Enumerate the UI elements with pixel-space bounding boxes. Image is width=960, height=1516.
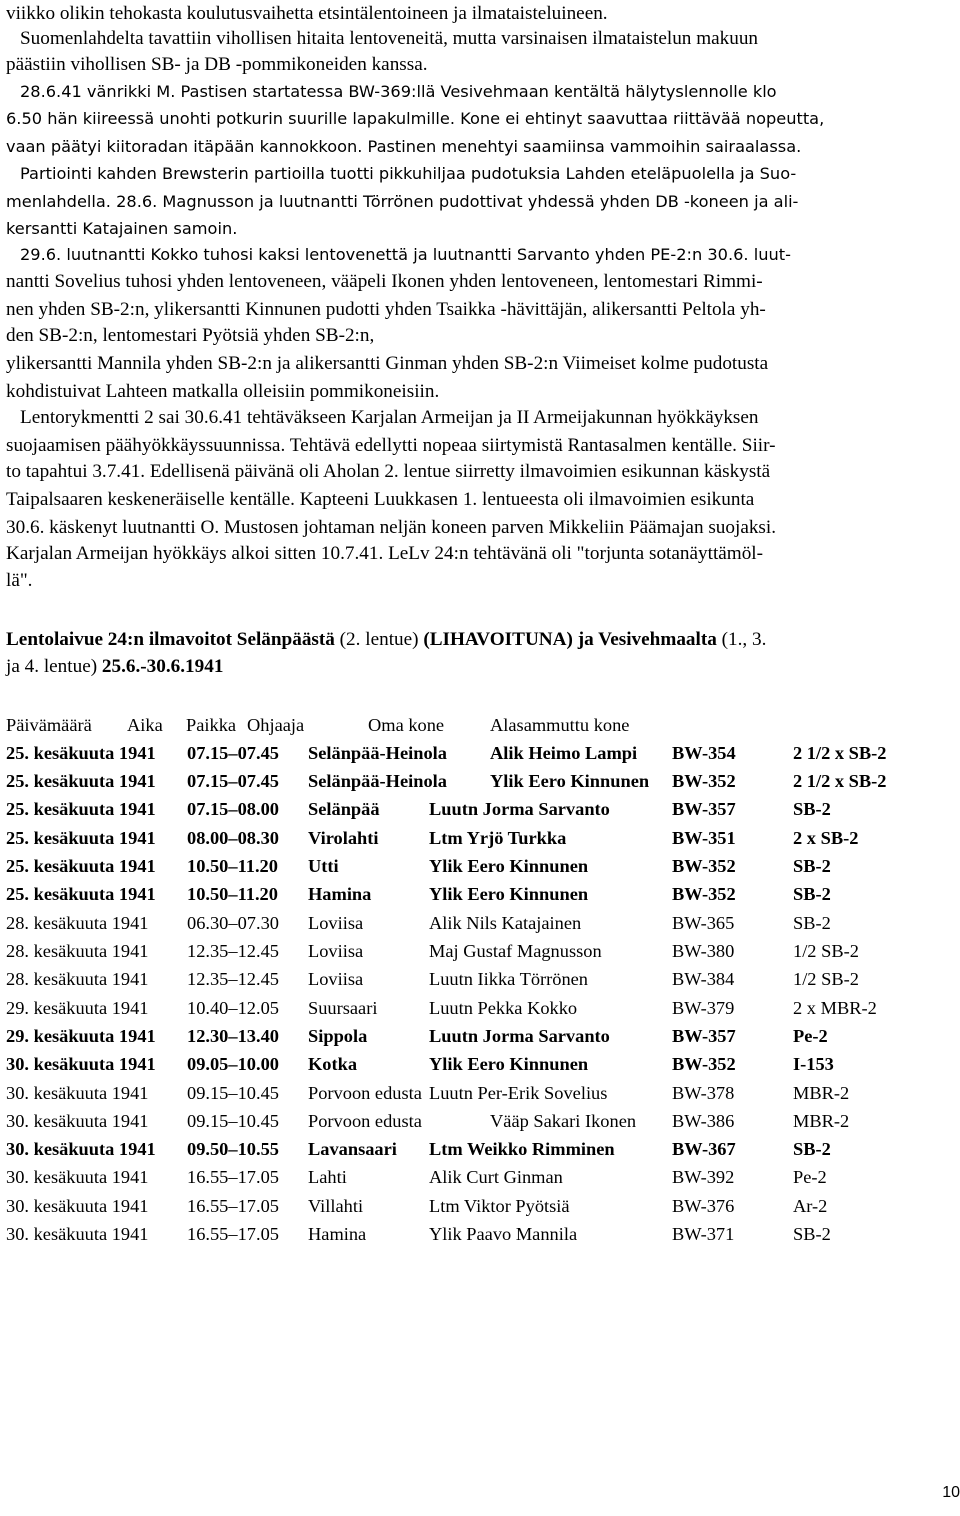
cell-downed: Pe-2 [793, 1026, 828, 1046]
paragraph-line: den SB-2:n, lentomestari Pyötsiä yhden SB-2:n, [6, 325, 375, 346]
paragraph-line: Partiointi kahden Brewsterin partioilla tuotti pikkuhiljaa pudotuksia Lahden eteläpuolella ja Suo- [20, 164, 797, 183]
cell-downed: SB-2 [793, 799, 831, 819]
cell-own-plane: BW-379 [672, 998, 735, 1018]
cell-downed: SB-2 [793, 913, 831, 933]
paragraph-line: Taipalsaaren keskeneräiselle kentälle. Kapteeni Luukkasen 1. lentueesta oli ilmavoimien esikunta [6, 489, 755, 510]
cell-place: Suursaari [308, 998, 378, 1018]
cell-own-plane: BW-367 [672, 1139, 736, 1159]
cell-time: 16.55–17.05 [187, 1167, 279, 1187]
cell-time: 12.35–12.45 [187, 969, 279, 989]
cell-own-plane: BW-352 [672, 884, 736, 904]
cell-downed: 2 x SB-2 [793, 828, 859, 848]
paragraph-line: to tapahtui 3.7.41. Edellisenä päivänä oli Aholan 2. lentue siirretty ilmavoimien esikunnan käskystä [6, 461, 771, 482]
header-date: Päivämäärä [6, 715, 92, 735]
cell-own-plane: BW-380 [672, 941, 735, 961]
cell-time: 09.15–10.45 [187, 1111, 279, 1131]
paragraph-line: 30.6. käskenyt luutnantti O. Mustosen johtaman neljän koneen parven Mikkeliin Päämajan suojaksi. [6, 517, 777, 538]
cell-date: 30. kesäkuuta 1941 [6, 1111, 149, 1131]
cell-pilot: Alik Curt Ginman [429, 1167, 563, 1187]
cell-own-plane: BW-378 [672, 1083, 735, 1103]
cell-date: 30. kesäkuuta 1941 [6, 1224, 149, 1244]
cell-place: Utti [308, 856, 339, 876]
cell-own-plane: BW-365 [672, 913, 735, 933]
cell-pilot: Luutn Iikka Törrönen [429, 969, 589, 989]
cell-downed: 1/2 SB-2 [793, 941, 859, 961]
heading-line2 [6, 653, 223, 680]
cell-downed: 2 1/2 x SB-2 [793, 771, 887, 791]
cell-downed: Ar-2 [793, 1196, 828, 1216]
cell-downed: SB-2 [793, 1139, 831, 1159]
paragraph-line: lä". [6, 570, 33, 591]
cell-time: 10.40–12.05 [187, 998, 279, 1018]
cell-pilot: Ylik Eero Kinnunen [429, 856, 589, 876]
cell-place: Selänpää-Heinola [308, 771, 447, 791]
cell-place: Hamina [308, 884, 372, 904]
cell-downed: MBR-2 [793, 1083, 850, 1103]
cell-own-plane: BW-357 [672, 799, 736, 819]
cell-date: 29. kesäkuuta 1941 [6, 998, 149, 1018]
cell-time: 06.30–07.30 [187, 913, 279, 933]
heading-segment: (LIHAVOITUNA) ja Vesivehmaalta [423, 629, 722, 650]
cell-place: Hamina [308, 1224, 367, 1244]
cell-place: Selänpää [308, 799, 380, 819]
cell-downed: I-153 [793, 1054, 834, 1074]
cell-date: 25. kesäkuuta 1941 [6, 743, 156, 763]
cell-place: Loviisa [308, 969, 364, 989]
cell-place: Villahti [308, 1196, 364, 1216]
cell-downed: Pe-2 [793, 1167, 827, 1187]
cell-pilot: Luutn Per-Erik Sovelius [429, 1083, 608, 1103]
cell-downed: 2 1/2 x SB-2 [793, 743, 887, 763]
cell-time: 07.15–08.00 [187, 799, 279, 819]
cell-downed: SB-2 [793, 1224, 831, 1244]
cell-date: 25. kesäkuuta 1941 [6, 799, 156, 819]
cell-pilot: Vääp Sakari Ikonen [490, 1111, 637, 1131]
cell-time: 09.15–10.45 [187, 1083, 279, 1103]
cell-time: 10.50–11.20 [187, 884, 278, 904]
cell-date: 28. kesäkuuta 1941 [6, 969, 149, 989]
cell-place: Loviisa [308, 913, 364, 933]
header-own-plane: Oma kone [368, 715, 445, 735]
paragraph-line: suojaamisen päähyökkäyssuunnissa. Tehtävä edellytti nopeaa siirtymistä Rantasalmen kentälle. Siir- [6, 435, 776, 456]
cell-pilot: Luutn Jorma Sarvanto [429, 799, 610, 819]
cell-time: 16.55–17.05 [187, 1196, 279, 1216]
paragraph-line: ylikersantti Mannila yhden SB-2:n ja alikersantti Ginman yhden SB-2:n Viimeiset kolme pudotusta [6, 353, 769, 374]
cell-time: 07.15–07.45 [187, 743, 279, 763]
cell-pilot: Ltm Viktor Pyötsiä [429, 1196, 570, 1216]
cell-place: Lavansaari [308, 1139, 397, 1159]
cell-time: 12.30–13.40 [187, 1026, 279, 1046]
paragraph-line: 28.6.41 vänrikki M. Pastisen startatessa BW-369:llä Vesivehmaan kentältä hälytyslennolle klo [20, 82, 777, 101]
heading-segment: (1., 3. [721, 629, 767, 650]
cell-time: 16.55–17.05 [187, 1224, 279, 1244]
cell-place: Sippola [308, 1026, 368, 1046]
cell-pilot: Luutn Jorma Sarvanto [429, 1026, 610, 1046]
cell-pilot: Ltm Weikko Rimminen [429, 1139, 615, 1159]
heading-line1 [6, 626, 766, 653]
cell-pilot: Ltm Yrjö Turkka [429, 828, 567, 848]
cell-own-plane: BW-371 [672, 1224, 735, 1244]
cell-own-plane: BW-352 [672, 856, 736, 876]
cell-pilot: Alik Heimo Lampi [490, 743, 638, 763]
cell-pilot: Luutn Pekka Kokko [429, 998, 578, 1018]
cell-time: 09.05–10.00 [187, 1054, 279, 1074]
cell-date: 30. kesäkuuta 1941 [6, 1054, 156, 1074]
cell-date: 25. kesäkuuta 1941 [6, 828, 156, 848]
cell-pilot: Ylik Eero Kinnunen [490, 771, 650, 791]
cell-place: Kotka [308, 1054, 358, 1074]
cell-own-plane: BW-357 [672, 1026, 736, 1046]
header-place: Paikka [186, 715, 237, 735]
cell-own-plane: BW-384 [672, 969, 735, 989]
paragraph-line: menlahdella. 28.6. Magnusson ja luutnantti Törrönen pudottivat yhdessä yhden DB -koneen ja ali- [6, 192, 799, 211]
cell-downed: 2 x MBR-2 [793, 998, 877, 1018]
paragraph-line: nantti Sovelius tuhosi yhden lentoveneen, vääpeli Ikonen yhden lentoveneen, lentomestari Rimmi- [6, 271, 763, 292]
cell-downed: 1/2 SB-2 [793, 969, 859, 989]
cell-place: Porvoon edusta [308, 1111, 422, 1131]
cell-date: 30. kesäkuuta 1941 [6, 1167, 149, 1187]
cell-date: 30. kesäkuuta 1941 [6, 1083, 149, 1103]
cell-own-plane: BW-352 [672, 1054, 736, 1074]
cell-date: 25. kesäkuuta 1941 [6, 884, 156, 904]
paragraph-line: kohdistuivat Lahteen matkalla olleisiin pommikoneisiin. [6, 381, 440, 402]
cell-pilot: Ylik Eero Kinnunen [429, 884, 589, 904]
paragraph-line: 29.6. luutnantti Kokko tuhosi kaksi lentovenettä ja luutnantti Sarvanto yhden PE-2:n 30.6. luut- [20, 245, 791, 264]
cell-time: 09.50–10.55 [187, 1139, 279, 1159]
header-downed: Alasammuttu kone [490, 715, 630, 735]
heading-segment: (2. lentue) [339, 629, 424, 650]
cell-time: 08.00–08.30 [187, 828, 279, 848]
cell-place: Porvoon edusta [308, 1083, 422, 1103]
paragraph-line: 6.50 hän kiireessä unohti potkurin suurille lapakulmille. Kone ei ehtinyt saavuttaa riittävää nopeutta, [6, 109, 825, 128]
cell-downed: SB-2 [793, 884, 831, 904]
cell-own-plane: BW-351 [672, 828, 736, 848]
cell-date: 30. kesäkuuta 1941 [6, 1139, 156, 1159]
cell-place: Selänpää-Heinola [308, 743, 447, 763]
cell-own-plane: BW-354 [672, 743, 736, 763]
paragraph-line: Karjalan Armeijan hyökkäys alkoi sitten 10.7.41. LeLv 24:n tehtävänä oli "torjunta sotanäyttämöl- [6, 543, 764, 564]
paragraph-line: nen yhden SB-2:n, ylikersantti Kinnunen pudotti yhden Tsaikka -hävittäjän, alikersantti Peltola yh- [6, 299, 766, 320]
cell-date: 28. kesäkuuta 1941 [6, 941, 149, 961]
cell-pilot: Maj Gustaf Magnusson [429, 941, 602, 961]
cell-own-plane: BW-386 [672, 1111, 735, 1131]
cell-place: Lahti [308, 1167, 347, 1187]
cell-date: 30. kesäkuuta 1941 [6, 1196, 149, 1216]
header-pilot: Ohjaaja [247, 715, 305, 735]
paragraph-line: vaan päätyi kiitoradan itäpään kannokkoon. Pastinen menehtyi saamiinsa vammoihin sairaalassa. [6, 137, 802, 156]
cell-place: Loviisa [308, 941, 364, 961]
cell-date: 28. kesäkuuta 1941 [6, 913, 149, 933]
cell-place: Virolahti [308, 828, 379, 848]
cell-date: 29. kesäkuuta 1941 [6, 1026, 156, 1046]
cell-own-plane: BW-352 [672, 771, 736, 791]
cell-downed: MBR-2 [793, 1111, 850, 1131]
page-number: 10 [942, 1484, 960, 1501]
header-time: Aika [127, 715, 163, 735]
paragraph-line: viikko olikin tehokasta koulutusvaihetta etsintälentoineen ja ilmataisteluineen. [6, 3, 608, 24]
heading-segment: ja 4. lentue) [6, 656, 102, 677]
paragraph-line: päästiin vihollisen SB- ja DB -pommikoneiden kanssa. [6, 54, 428, 75]
paragraph-line: Suomenlahdelta tavattiin vihollisen hitaita lentoveneitä, mutta varsinaisen ilmataistelun makuun [20, 28, 759, 49]
paragraph-line: kersantti Katajainen samoin. [6, 219, 238, 238]
cell-pilot: Ylik Eero Kinnunen [429, 1054, 589, 1074]
heading-segment: 25.6.-30.6.1941 [101, 656, 224, 677]
cell-own-plane: BW-392 [672, 1167, 735, 1187]
cell-pilot: Ylik Paavo Mannila [429, 1224, 578, 1244]
cell-time: 12.35–12.45 [187, 941, 279, 961]
cell-own-plane: BW-376 [672, 1196, 735, 1216]
cell-time: 10.50–11.20 [187, 856, 278, 876]
paragraph-line: Lentorykmentti 2 sai 30.6.41 tehtäväkseen Karjalan Armeijan ja II Armeijakunnan hyökkäyksen [20, 407, 759, 428]
cell-time: 07.15–07.45 [187, 771, 279, 791]
cell-downed: SB-2 [793, 856, 831, 876]
cell-date: 25. kesäkuuta 1941 [6, 856, 156, 876]
cell-date: 25. kesäkuuta 1941 [6, 771, 156, 791]
heading-segment: Lentolaivue 24:n ilmavoitot Selänpäästä [6, 629, 340, 650]
cell-pilot: Alik Nils Katajainen [429, 913, 582, 933]
